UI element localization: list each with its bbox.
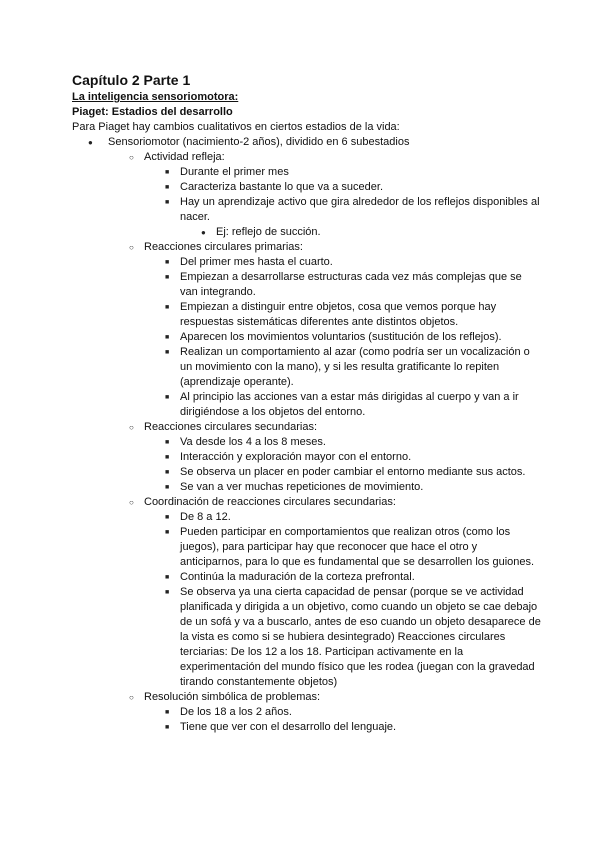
square-bullet-icon: ■: [165, 709, 170, 716]
list-item: ■ Al principio las acciones van a estar más dirigidas al cuerpo y van a ir dirigiéndose a los objetos del entorno.: [165, 391, 519, 418]
substage-list: [72, 150, 542, 165]
substage-item: ○ Reacciones circulares primarias:: [129, 241, 303, 253]
square-bullet-icon: ■: [165, 184, 170, 191]
square-bullet-icon: ■: [165, 259, 170, 266]
substage-list: [72, 495, 542, 510]
square-bullet-icon: ■: [165, 439, 170, 446]
list-item: ■ Hay un aprendizaje activo que gira alrededor de los reflejos disponibles al nacer.: [165, 196, 540, 223]
list-item: ■ Del primer mes hasta el cuarto.: [165, 256, 333, 268]
square-bullet-icon: ■: [165, 514, 170, 521]
square-bullet-icon: ■: [165, 574, 170, 581]
list-item: ■ Se van a ver muchas repeticiones de movimiento.: [165, 481, 424, 493]
intro-text: Para Piaget hay cambios cualitativos en ciertos estadios de la vida:: [72, 121, 400, 133]
substage-item: ○ Coordinación de reacciones circulares secundarias:: [129, 496, 396, 508]
document-body: [72, 70, 542, 735]
hollow-circle-bullet-icon: ○: [129, 498, 134, 507]
hollow-circle-bullet-icon: ○: [129, 153, 134, 162]
detail-list: [72, 255, 542, 420]
square-bullet-icon: ■: [165, 274, 170, 281]
detail-list: [72, 705, 542, 735]
square-bullet-icon: ■: [165, 529, 170, 536]
square-bullet-icon: ■: [165, 454, 170, 461]
list-item: ● Ej: reflejo de succión.: [201, 226, 321, 238]
list-item: ■ Pueden participar en comportamientos que realizan otros (como los juegos), para participar hay que reconocer que hace el otro y anticiparnos, para lo que es fundamental que se desarrollen los guiones.: [165, 526, 535, 568]
hollow-circle-bullet-icon: ○: [129, 423, 134, 432]
filled-circle-bullet-icon: ●: [201, 228, 206, 237]
list-item: ■ Caracteriza bastante lo que va a suceder.: [165, 181, 384, 193]
square-bullet-icon: ■: [165, 169, 170, 176]
square-bullet-icon: ■: [165, 334, 170, 341]
list-item: ■ Se observa ya una cierta capacidad de pensar (porque se ve actividad planificada y dirigida a un objetivo, como cuando un objeto se cae debajo de un sofá y va a buscarlo, antes de eso cuando un objeto desaparece de la vista es como si se hubiera desintegrado) Reacciones circulares terciarias: De los 12 a los 18. Participan activamente en la experimentación del mundo físico que les rodea (juegan con la gravedad tirando constantemente objetos): [165, 586, 541, 688]
substage-item: ○ Reacciones circulares secundarias:: [129, 421, 318, 433]
list-item: ■ Interacción y exploración mayor con el entorno.: [165, 451, 412, 463]
list-item: ● Sensoriomotor (nacimiento-2 años), dividido en 6 subestadios: [88, 136, 410, 148]
list-item: ■ Tiene que ver con el desarrollo del lenguaje.: [165, 721, 397, 733]
square-bullet-icon: ■: [165, 304, 170, 311]
list-item: ■ Continúa la maduración de la corteza prefrontal.: [165, 571, 415, 583]
substage-list: [72, 240, 542, 255]
list-item: ■ De 8 a 12.: [165, 511, 231, 523]
detail-list: [72, 165, 542, 225]
list-item: ■ Empiezan a distinguir entre objetos, cosa que vemos porque hay respuestas sistemáticas diferentes ante distintos objetos.: [165, 301, 497, 328]
square-bullet-icon: ■: [165, 394, 170, 401]
list-item: ■ Aparecen los movimientos voluntarios (sustitución de los reflejos).: [165, 331, 502, 343]
page-title: Capítulo 2 Parte 1: [72, 72, 191, 88]
square-bullet-icon: ■: [165, 484, 170, 491]
list-item: ■ De los 18 a los 2 años.: [165, 706, 292, 718]
example-list: [72, 225, 542, 240]
section-heading: Piaget: Estadios del desarrollo: [72, 106, 233, 118]
hollow-circle-bullet-icon: ○: [129, 693, 134, 702]
list-item: ■ Durante el primer mes: [165, 166, 289, 178]
list-item: ■ Empiezan a desarrollarse estructuras cada vez más complejas que se van integrando.: [165, 271, 522, 298]
detail-list: [72, 435, 542, 495]
hollow-circle-bullet-icon: ○: [129, 243, 134, 252]
subtitle: La inteligencia sensoriomotora:: [72, 91, 239, 103]
square-bullet-icon: ■: [165, 724, 170, 731]
substage-item: ○ Actividad refleja:: [129, 151, 225, 163]
square-bullet-icon: ■: [165, 589, 170, 596]
substage-list: [72, 420, 542, 435]
filled-circle-bullet-icon: ●: [88, 138, 93, 147]
detail-list: [72, 510, 542, 690]
list-item: ■ Va desde los 4 a los 8 meses.: [165, 436, 326, 448]
square-bullet-icon: ■: [165, 469, 170, 476]
square-bullet-icon: ■: [165, 199, 170, 206]
list-item: ■ Realizan un comportamiento al azar (como podría ser un vocalización o un movimiento con la mano), y si les resulta gratificante lo repiten (aprendizaje operante).: [165, 346, 530, 388]
substage-list: [72, 690, 542, 705]
substage-item: ○ Resolución simbólica de problemas:: [129, 691, 321, 703]
stage-list: [72, 135, 542, 150]
list-item: ■ Se observa un placer en poder cambiar el entorno mediante sus actos.: [165, 466, 526, 478]
square-bullet-icon: ■: [165, 349, 170, 356]
